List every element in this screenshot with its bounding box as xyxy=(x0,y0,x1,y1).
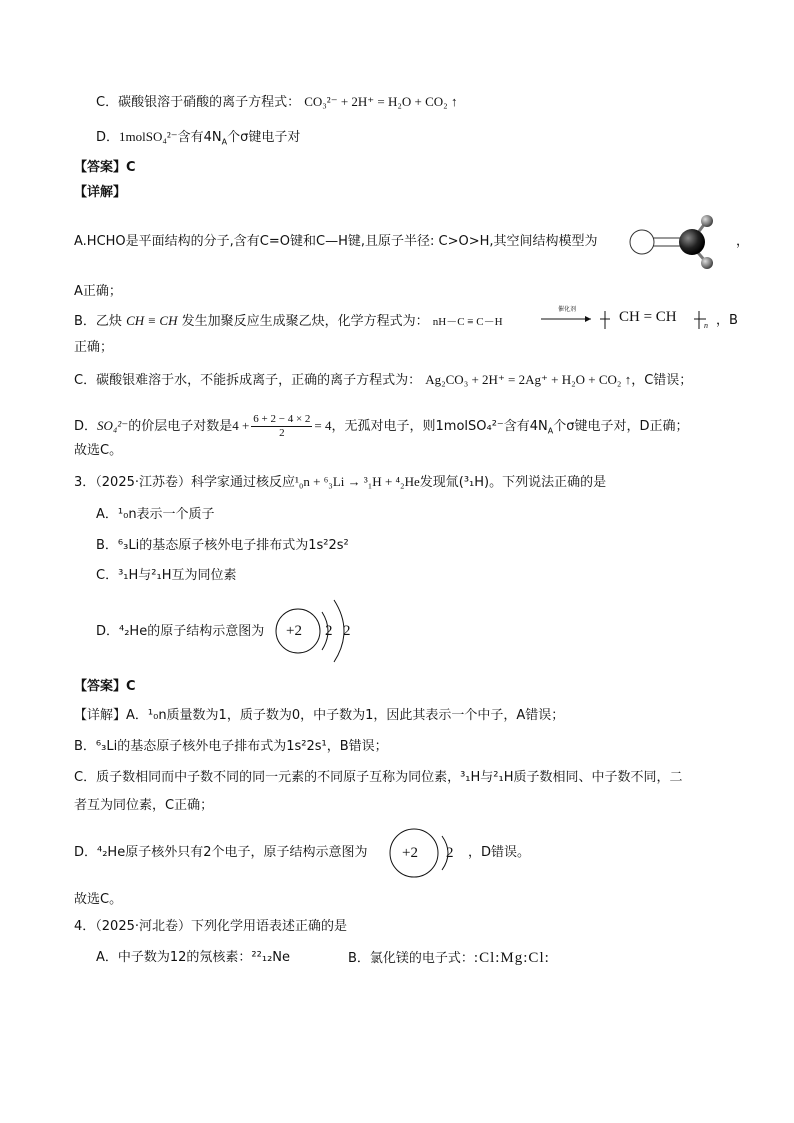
q4-option-b: B．氯化镁的电子式：:Cl:Mg:Cl: xyxy=(348,950,550,966)
q3-detail-d: D．⁴₂He原子核外只有2个电子，原子结构示意图为 xyxy=(74,845,368,860)
correct-nucleus-charge: +2 xyxy=(402,845,418,861)
shell-2-electrons: 2 xyxy=(343,623,351,639)
detail-a-line2: A正确； xyxy=(74,284,122,299)
detail-a-line1: A.HCHO是平面结构的分子,含有C=O键和C—H键,且原子半径: C>O>H,其空间结构模型为 xyxy=(74,234,598,249)
detail-b-line2: 正确； xyxy=(74,340,114,355)
polymer-product: CH = CH xyxy=(619,309,677,325)
detail-label: 【详解】 xyxy=(74,185,127,200)
conclusion: 故选C。 xyxy=(74,443,123,458)
q3-conclusion: 故选C。 xyxy=(74,892,123,907)
q3-option-d: D．⁴₂He的原子结构示意图为 xyxy=(96,624,265,639)
q3-option-c: C．³₁H与²₁H互为同位素 xyxy=(96,568,237,583)
option-c: C．碳酸银溶于硝酸的离子方程式： CO₃²⁻ + 2H⁺ = H₂O + CO₂ ↑ xyxy=(96,94,458,110)
detail-d: D．SO₄²⁻的价层电子对数是4 + $\frac{6 + 2 - 4 \times 2}{2}$ = 4，无孤对电子，则1molSO₄²⁻含有$4N_A$个σ键电子对，D正确； xyxy=(74,413,689,439)
catalyst-label: 催化剂 xyxy=(557,306,576,313)
answer-label: 【答案】C xyxy=(74,160,136,175)
nucleus-charge: +2 xyxy=(286,623,302,639)
question-3-stem: 3．（2025·江苏卷）科学家通过核反应¹₀n + ⁶₃Li → ³₁H + ⁴₂He发现氚(³₁H)。下列说法正确的是 xyxy=(74,474,607,490)
q3-detail-a: 【详解】A．¹₀n质量数为1，质子数为0，中子数为1，因此其表示一个中子，A错误； xyxy=(74,708,565,723)
detail-c: C．碳酸银难溶于水，不能拆成离子，正确的离子方程式为： Ag₂CO₃ + 2H⁺ = 2Ag⁺ + H₂O + CO₂ ↑，C错误； xyxy=(74,372,693,388)
hcho-model-image xyxy=(628,214,724,270)
electron-formula: :Cl:Mg:Cl: xyxy=(473,950,550,966)
shell-1-electrons: 2 xyxy=(325,623,333,639)
option-d: D．1molSO₄²⁻含有$4N_A$个σ键电子对 xyxy=(96,129,301,147)
q3-detail-c-line2: 者互为同位素，C正确； xyxy=(74,798,214,813)
q3-option-a: A．¹₀n表示一个质子 xyxy=(96,507,215,522)
fraction: $\frac{6 + 2 - 4 \times 2}{2}$ xyxy=(253,413,311,439)
q3-option-b: B．⁶₃Li的基态原子核外电子排布式为1s²2s² xyxy=(96,538,349,553)
q3-detail-c-line1: C．质子数相同而中子数不同的同一元素的不同原子互称为同位素，³₁H与²₁H质子数相同、中子数不同，二 xyxy=(74,770,683,785)
q3-detail-b: B．⁶₃Li的基态原子核外电子排布式为1s²2s¹，B错误； xyxy=(74,739,388,754)
q3-answer-label: 【答案】C xyxy=(74,679,136,694)
correct-shell-electrons: 2 xyxy=(446,845,454,861)
detail-b-line1: B．乙炔 CH ≡ CH 发生加聚反应生成聚乙炔，化学方程式为： nH－C ≡ C－H xyxy=(74,313,503,329)
q4-option-a: A．中子数为12的氖核素：²²₁₂Ne xyxy=(96,950,291,965)
ionic-equation: CO₃²⁻ + 2H⁺ = H₂O + CO₂ ↑ xyxy=(304,94,458,109)
reaction-arrow xyxy=(541,314,595,324)
question-4-stem: 4．（2025·河北卷）下列化学用语表述正确的是 xyxy=(74,919,347,934)
